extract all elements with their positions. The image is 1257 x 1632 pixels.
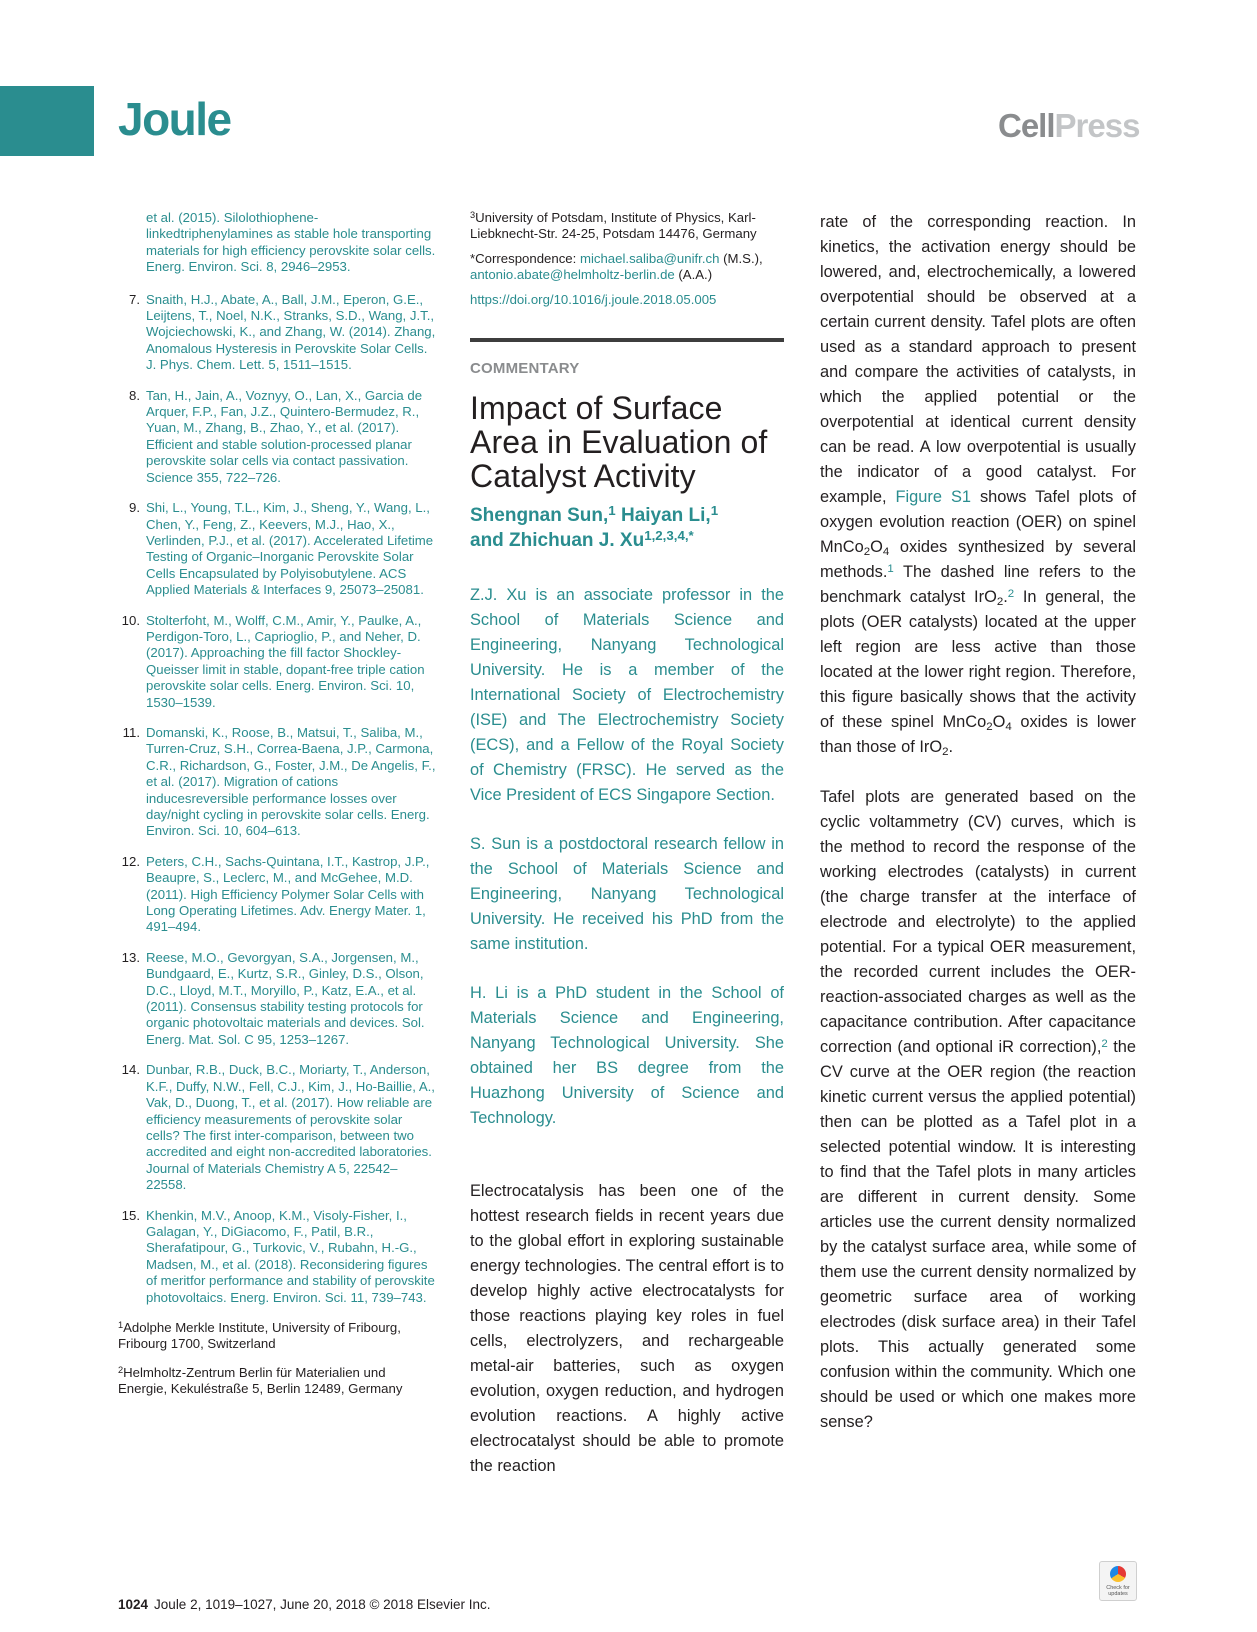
reference-items [118, 292, 436, 1306]
reference-text: Domanski, K., Roose, B., Matsui, T., Saliba, M., Turren-Cruz, S.H., Correa-Baena, J.P., Carmona, C.R., Richardson, G., Foster, J.M., De Angelis, F., et al. (2017). Migration of cations inducesreversible performance losses over day/night cycling in perovskite solar cells. Energ. Environ. Sci. 10, 604–613. [146, 724, 436, 839]
affiliation-sup: 1 [118, 1319, 124, 1330]
body-paragraph-3 [820, 785, 1136, 1435]
reference-item[interactable] [118, 388, 436, 486]
publisher-logo-press: Press [1054, 107, 1140, 144]
right-column [820, 210, 1136, 1460]
section-label: COMMENTARY [470, 360, 580, 378]
reference-number: 7. [129, 291, 140, 307]
reference-continuation[interactable] [118, 210, 436, 276]
author-bio-li: H. Li is a PhD student in the School of Materials Science and Engineering, Nanyang Technological University. She obtained her BS degree from the Huazhong University of Science and Technology. [470, 984, 784, 1128]
author-byline [470, 503, 784, 553]
body-text: In general, the plots (OER catalysts) located at the upper left region are less active than those located at the lower right region. Therefore, this figure basically shows that the activity of these spinel MnCo [820, 588, 1136, 731]
reference-number: 9. [129, 500, 140, 516]
body-paragraph-2 [820, 210, 1136, 760]
email-link-abate[interactable]: antonio.abate@helmholtz-berlin.de [470, 267, 675, 283]
figure-link[interactable]: Figure S1 [895, 488, 971, 506]
publisher-logo [998, 106, 1139, 146]
author-name[interactable]: Shengnan Sun, [470, 505, 609, 527]
subscript: 2 [863, 545, 871, 558]
author-affiliation-sup: 1 [608, 503, 616, 519]
reference-text: Snaith, H.J., Abate, A., Ball, J.M., Eperon, G.E., Leijtens, T., Noel, N.K., Stranks, S.D., Wang, J.T., Wojciechowski, K., and Zhang, W. (2014). Zhang, Anomalous Hysteresis in Perovskite Solar Cells. J. Phys. Chem. Lett. 5, 1511–1515. [146, 291, 436, 373]
body-text: Tafel plots are generated based on the cyclic voltammetry (CV) curves, which is the method to record the response of the working electrodes (catalysts) in current (the charge transfer at the interface of electrode and electrolyte) to the applied potential. For a typical OER measurement, the recorded current includes the OER-reaction-associated charges as well as the capacitance contribution. After capacitance correction (and optional iR correction), [820, 788, 1136, 1056]
body-text: the CV curve at the OER region (the reaction kinetic current versus the applied potential) then can be plotted as a Tafel plot in a selected potential window. It is interesting to find that the Tafel plots in many articles are different in current density. Some articles use the current density normalized by the catalyst surface area, while some of them use the current density normalized by geometric surface area of working electrodes (disk surface area) in their Tafel plots. This actually generated some confusion within the community. Which one should be used or which one makes more sense? [820, 1038, 1137, 1431]
page-number: 1024 [118, 1597, 149, 1612]
body-text: . [1003, 588, 1008, 606]
reference-item[interactable] [118, 854, 436, 936]
reference-item[interactable] [118, 613, 436, 711]
journal-color-block [0, 86, 94, 156]
reference-number: 10. [121, 612, 140, 628]
reference-number: 12. [121, 853, 140, 869]
affiliation-text: Helmholtz-Zentrum Berlin für Materialien und Energie, Kekuléstraße 5, Berlin 12489, Germany [118, 1364, 403, 1397]
body-text: O [870, 538, 883, 556]
body-text: . [948, 738, 954, 756]
reference-text: et al. (2015). Silolothiophene-linkedtriphenylamines as stable hole transporting materials for high efficiency perovskite solar cells. Energ. Environ. Sci. 8, 2946–2953. [146, 210, 436, 275]
article-title: Impact of Surface Area in Evaluation of Catalyst Activity [470, 390, 768, 495]
footer-citation: Joule 2, 1019–1027, June 20, 2018 © 2018 Elsevier Inc. [154, 1597, 491, 1612]
correspondence-suffix: (A.A.) [674, 267, 713, 283]
affiliation-text: Adolphe Merkle Institute, University of Fribourg, Fribourg 1700, Switzerland [118, 1319, 401, 1352]
author-affiliation-sup: 1,2,3,4,* [644, 528, 694, 544]
reference-list [118, 210, 436, 1306]
publisher-logo-cell: Cell [998, 107, 1055, 144]
reference-number: 13. [121, 949, 140, 965]
left-column [118, 210, 436, 1410]
doi-link[interactable]: https://doi.org/10.1016/j.joule.2018.05.005 [470, 291, 717, 307]
subscript: 2 [996, 595, 1004, 608]
body-text: oxides synthesized by several methods. [820, 538, 1136, 581]
author-bio-sun: S. Sun is a postdoctoral research fellow in the School of Materials Science and Engineering, Nanyang Technological University. He received his PhD from the same institution. [470, 835, 784, 954]
subscript: 4 [1005, 720, 1012, 733]
citation-link[interactable]: 1 [887, 562, 894, 575]
badge-label: Check for updates [1106, 1585, 1130, 1597]
body-text: rate of the corresponding reaction. In kinetics, the activation energy should be lowered, and, electrochemically, a lowered overpotential should be observed at a certain current density. Tafel plots are often used as a standard approach to present and compare the activities of catalysts, in which the applied potential or the overpotential at identical current density can be read. A low overpotential is usually the indicator of a good catalyst. For example, [820, 213, 1136, 506]
author-name[interactable]: and Zhichuan J. Xu [470, 530, 645, 552]
reference-item[interactable] [118, 725, 436, 840]
author-affiliation-sup: 1 [710, 503, 719, 519]
journal-logo: Joule [118, 93, 231, 145]
body-text: O [992, 713, 1006, 731]
email-link-saliba[interactable]: michael.saliba@unifr.ch [579, 250, 720, 266]
citation-link[interactable]: 2 [1101, 1037, 1108, 1050]
subscript: 4 [882, 545, 890, 558]
check-for-updates-badge[interactable] [1099, 1561, 1137, 1601]
subscript: 2 [942, 745, 949, 758]
reference-item[interactable] [118, 500, 436, 598]
reference-item[interactable] [118, 1208, 436, 1306]
correspondence [470, 251, 784, 284]
body-paragraph-1: Electrocatalysis has been one of the hottest research fields in recent years due to the global effort in exploring sustainable energy technologies. The central effort is to develop highly active electrocatalysts for those reactions playing key roles in fuel cells, electrolyzers, and rechargeable metal-air batteries, such as oxygen evolution, oxygen reduction, and hydrogen evolution reactions. A highly active electrocatalyst should be able to promote the reaction [470, 1182, 784, 1476]
reference-text: Stolterfoht, M., Wolff, C.M., Amir, Y., Paulke, A., Perdigon-Toro, L., Caprioglio, P., and Neher, D. (2017). Approaching the fill factor Shockley-Queisser limit in stable, dopant-free triple cation perovskite solar cells. Energ. Environ. Sci. 10, 1530–1539. [146, 612, 425, 710]
reference-number: 8. [129, 387, 140, 403]
section-divider [470, 338, 784, 342]
author-name[interactable]: Haiyan Li, [615, 505, 711, 527]
page-footer [118, 1597, 491, 1612]
reference-item[interactable] [118, 950, 436, 1048]
crossmark-icon [1110, 1566, 1126, 1582]
correspondence-suffix: (M.S.), [719, 250, 763, 266]
reference-number: 15. [121, 1207, 140, 1223]
reference-text: Shi, L., Young, T.L., Kim, J., Sheng, Y., Wang, L., Chen, Y., Feng, Z., Keevers, M.J., Hao, X., Verlinden, P.J., et al. (2017). Accelerated Lifetime Testing of Organic–Inorganic Perovskite Solar Cells Encapsulated by Polyisobutylene. ACS Applied Materials & Interfaces 9, 25073–25081. [146, 500, 434, 598]
reference-text: Reese, M.O., Gevorgyan, S.A., Jorgensen, M., Bundgaard, E., Kurtz, S.R., Ginley, D.S., Olson, D.C., Lloyd, M.T., Moryillo, P., Katz, E.A., et al. (2011). Consensus stability testing protocols for organic photovoltaic materials and devices. Sol. Energ. Mat. Sol. C 95, 1253–1267. [146, 949, 425, 1047]
middle-column [470, 210, 784, 1504]
subscript: 2 [986, 720, 993, 733]
affiliation-3 [470, 210, 784, 243]
reference-number: 14. [121, 1062, 140, 1078]
reference-number: 11. [122, 724, 140, 740]
correspondence-label: *Correspondence: [470, 250, 580, 266]
reference-text: Peters, C.H., Sachs-Quintana, I.T., Kastrop, J.P., Beaupre, S., Leclerc, M., and McGehee, M.D. (2011). High Efficiency Polymer Solar Cells with Long Operating Lifetimes. Adv. Energy Mater. 1, 491–494. [146, 853, 430, 935]
body-text: shows Tafel plots of oxygen evolution reaction (OER) on spinel MnCo [820, 488, 1137, 556]
reference-text: Dunbar, R.B., Duck, B.C., Moriarty, T., Anderson, K.F., Duffy, N.W., Fell, C.J., Kim, J., Ho-Baillie, A., Vak, D., Duong, T., et al. (2017). How reliable are efficiency measurements of perovskite solar cells? The first inter-comparison, between two accredited and eight non-accredited laboratories. Journal of Materials Chemistry A 5, 22542–22558. [146, 1062, 435, 1193]
affiliation-sup: 2 [118, 1364, 124, 1375]
affiliation-2 [118, 1365, 436, 1398]
body-text: oxides is lower than those of IrO [820, 713, 1136, 756]
doi-line [470, 292, 784, 308]
reference-item[interactable] [118, 292, 436, 374]
affiliation-text: University of Potsdam, Institute of Physics, Karl-Liebknecht-Str. 24-25, Potsdam 14476, Germany [470, 210, 757, 242]
body-text: The dashed line refers to the benchmark catalyst IrO [820, 563, 1136, 606]
citation-link[interactable]: 2 [1007, 587, 1015, 600]
author-bio-xu: Z.J. Xu is an associate professor in the School of Materials Science and Engineering, Nanyang Technological University. He is a member of the International Society of Electrochemistry (ISE) and The Electrochemistry Society (ECS), and a Fellow of the Royal Society of Chemistry (FRSC). He served as the Vice President of ECS Singapore Section. [470, 586, 784, 805]
reference-text: Khenkin, M.V., Anoop, K.M., Visoly-Fisher, I., Galagan, Y., DiGiacomo, F., Patil, B.R., Sherafatipour, G., Turkovic, V., Rubahn, H.-G., Madsen, M., et al. (2018). Reconsidering figures of meritfor performance and stability of perovskite photovoltaics. Energ. Environ. Sci. 11, 739–743. [146, 1207, 435, 1305]
affiliation-1 [118, 1320, 436, 1353]
reference-item[interactable] [118, 1062, 436, 1193]
reference-text: Tan, H., Jain, A., Voznyy, O., Lan, X., Garcia de Arquer, F.P., Fan, J.Z., Quintero-Bermudez, R., Yuan, M., Zhang, B., Zhao, Y., et al. (2017). Efficient and stable solution-processed planar perovskite solar cells via contact passivation. Science 355, 722–726. [146, 387, 423, 485]
article-front-matter [470, 210, 784, 308]
affiliation-sup: 3 [470, 209, 476, 220]
